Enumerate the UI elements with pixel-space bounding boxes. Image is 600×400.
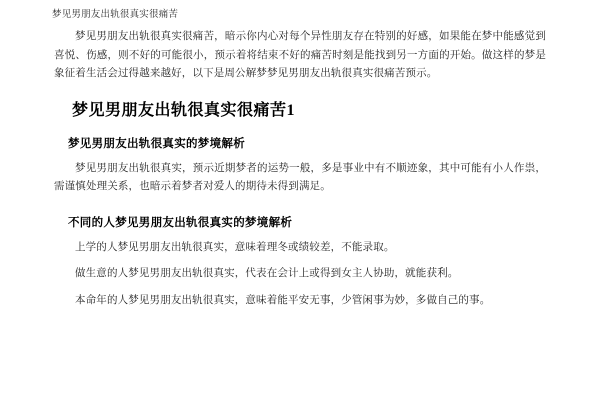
page-title: 梦见男朋友出轨很真实很痛苦1	[72, 101, 296, 119]
section-1-heading: 梦见男朋友出轨很真实的梦境解析	[68, 137, 245, 150]
document-header-title: 梦见男朋友出轨很真实很痛苦	[52, 10, 179, 20]
intro-paragraph: 梦见男朋友出轨很真实很痛苦，暗示你内心对每个异性朋友存在特别的好感，如果能在梦中能感觉到喜悦、伤感，则不好的可能很小，预示着将结束不好的痛苦时刻是能找到另一方面的开始。做这样的梦是象征着生活会过得越来越好，以下是周公解梦梦见男朋友出轨很真实很痛苦预示。	[54, 31, 546, 79]
section-2-heading: 不同的人梦见男朋友出轨很真实的梦境解析	[68, 216, 293, 229]
section-2-paragraph-2: 做生意的人梦见男朋友出轨很真实，代表在会计上或得到女主人协助，就能获利。	[75, 268, 459, 279]
spacer	[54, 201, 546, 205]
section-2-paragraph-1: 上学的人梦见男朋友出轨很真实，意味着理冬或绩较差，不能录取。	[75, 241, 395, 253]
document-body	[52, 28, 548, 310]
section-1-paragraph: 梦见男朋友出轨很真实，预示近期梦者的运势一般，多是事业中有不顺迹象，其中可能有小人作祟，需谨慎处理关系，也暗示着梦者对爱人的期待未得到满足。	[54, 162, 546, 192]
section-2-paragraph-3: 本命年的人梦见男朋友出轨很真实，意味着能平安无事，少管闲事为妙，多做自己的事。	[75, 294, 491, 306]
